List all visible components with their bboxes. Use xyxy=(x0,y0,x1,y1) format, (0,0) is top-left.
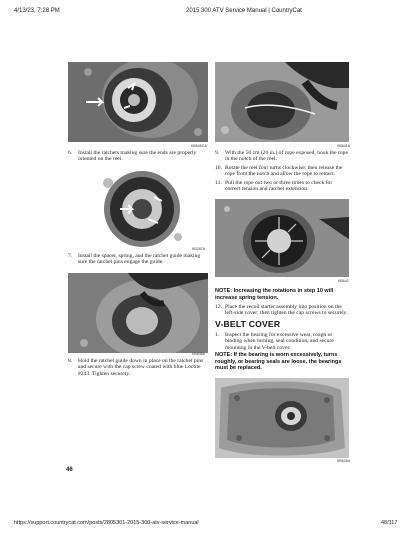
header-title: 2015 300 ATV Service Manual | CountryCat xyxy=(186,8,302,14)
footer-url[interactable]: https://support.countrycat.com/posts/2805301-2015-300-atv-service-manual xyxy=(14,520,199,526)
step-8 xyxy=(68,358,208,377)
step-11 xyxy=(215,180,349,193)
vbelt-step-1 xyxy=(215,332,349,351)
figure-spacer-spring-guide xyxy=(68,167,208,251)
note-bearing-replace xyxy=(215,352,349,372)
step-text: Hold the ratchet guide down in place on the ratchet pins and secure with the cap screw coated with blue Loctite #243. Tighten securely. xyxy=(78,358,204,377)
figure-code: KB642 xyxy=(338,279,349,283)
step-number: 10. xyxy=(215,165,222,171)
step-number: 7. xyxy=(68,253,73,259)
step-6 xyxy=(68,150,208,163)
note-label: NOTE: xyxy=(215,288,233,294)
step-number: 8. xyxy=(68,358,73,364)
step-9 xyxy=(215,150,349,163)
step-number: 12. xyxy=(215,304,222,310)
step-number: 6. xyxy=(68,150,73,156)
step-number: 9. xyxy=(215,150,220,156)
step-text: Rotate the reel four turns clockwise; then release the rope from the notch and allow the rope to retract. xyxy=(225,165,343,178)
step-12 xyxy=(215,304,349,317)
figure-rope-tension-check xyxy=(215,199,349,277)
step-text: Pull the rope out two or three times to check for correct tension and ratchet extension. xyxy=(225,180,333,193)
note-text: If the bearing is worn excessively, turns roughly, or bearing seals are loose, the bearings must be replaced. xyxy=(215,352,342,372)
figure-code: KB639A xyxy=(337,459,351,463)
figure-reel-ratchets xyxy=(68,62,208,142)
note-label: NOTE: xyxy=(215,352,233,358)
step-text: Install the ratchets making sure the ends are properly oriented on the reel. xyxy=(78,150,197,163)
footer-page-counter: 48/117 xyxy=(381,520,398,526)
step-text: Inspect the bearing for excessive wear, rough or binding when turning, seal condition, and secure mounting in the V-belt cover. xyxy=(225,332,334,351)
step-7 xyxy=(68,253,208,266)
step-text: With the 50 cm (20 in.) of rope exposed, hook the rope in the notch of the reel. xyxy=(225,150,348,163)
section-title: V-BELT COVER xyxy=(215,319,281,329)
step-text: Install the spacer, spring, and the ratchet guide making sure the ratchet pins engage the guide. xyxy=(78,253,201,266)
note-text: Increasing the rotations in step 10 will increase spring tension. xyxy=(215,288,334,301)
figure-code: KB287A xyxy=(192,247,206,251)
page-number: 46 xyxy=(66,467,73,473)
figure-code: KB646A xyxy=(192,352,206,356)
figure-rope-notch xyxy=(215,62,349,142)
figure-code: KB641A xyxy=(337,144,351,148)
step-text: Place the recoil starter assembly into position on the left-side cover; then tighten the cap screws to securely. xyxy=(225,304,348,317)
step-number: 11. xyxy=(215,180,222,186)
figure-vbelt-cover xyxy=(215,378,349,458)
note-spring-tension xyxy=(215,288,349,301)
step-number: 1. xyxy=(215,332,220,338)
header-datetime: 4/13/23, 7:28 PM xyxy=(14,8,60,14)
figure-hold-ratchet-guide xyxy=(68,273,208,353)
step-10 xyxy=(215,165,349,178)
figure-code: KB645CA xyxy=(191,144,207,148)
